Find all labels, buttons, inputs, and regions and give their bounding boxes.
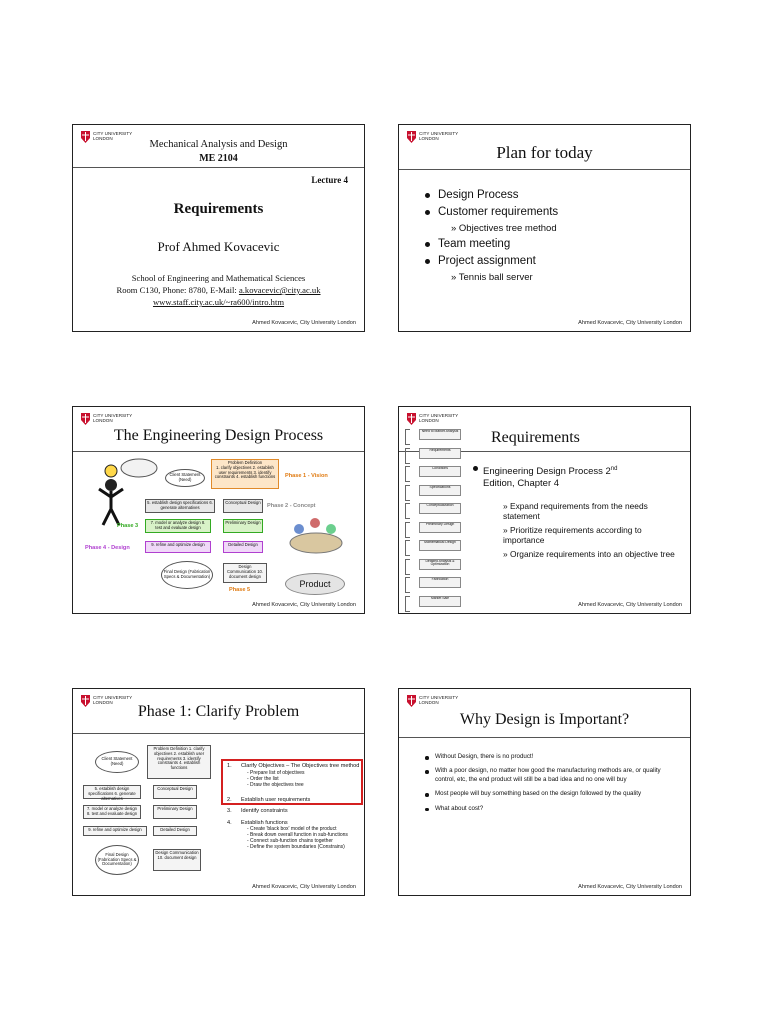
importance-item — [435, 753, 675, 761]
bullet-icon — [425, 242, 430, 247]
step-number: 4. — [227, 819, 232, 826]
problem-definition-node — [211, 459, 279, 489]
slide-clarify-problem — [72, 688, 365, 896]
agenda-text: Team meeting — [438, 238, 511, 250]
process-step-box: Specifications — [419, 485, 461, 496]
refine-optimize-node: 9. refine and optimize design — [83, 826, 147, 836]
slide-heading: Plan for today — [496, 143, 593, 162]
agenda-subitem — [425, 270, 558, 285]
agenda-item — [425, 236, 558, 253]
phase3-label: Phase 3 — [117, 523, 139, 529]
step-subitem: - Draw the objectives tree — [247, 781, 304, 788]
process-step-box: Mathematical Design — [419, 540, 461, 551]
detailed-design-node: Detailed Design — [153, 826, 197, 836]
logo-line1: CITY UNIVERSITY — [93, 413, 133, 418]
website-link[interactable]: www.staff.city.ac.uk/~ra600/intro.htm — [152, 297, 285, 307]
book-reference — [483, 463, 673, 490]
agenda-text: Project assignment — [438, 255, 536, 267]
process-step-box: Need to Market Analysis — [419, 429, 461, 440]
slide-plan — [398, 124, 691, 332]
bullet-icon — [425, 210, 430, 215]
importance-list — [435, 753, 675, 819]
logo-line1: CITY UNIVERSITY — [419, 695, 459, 700]
step-number: 2. — [227, 796, 232, 803]
divider — [73, 167, 364, 168]
book-title: Engineering Design Process 2 — [483, 466, 611, 478]
sidebar-bracket — [405, 577, 410, 593]
step-number: 3. — [227, 808, 232, 815]
agenda-list — [425, 187, 558, 285]
slide-heading: Phase 1: Clarify Problem — [137, 703, 300, 720]
slide-footer: Ahmed Kovacevic, City University London — [578, 602, 682, 608]
problem-definition-node: Problem Definition 1. clarify objectives 2. establish user requirements 3. identify constraints 4. establish functions — [147, 745, 211, 779]
process-step-box: Conditions — [419, 466, 461, 477]
process-step-box: Market Sale — [419, 596, 461, 607]
team-meeting-icon — [287, 513, 345, 557]
logo-line2: LONDON — [93, 700, 113, 705]
client-statement-node: Client Statement (Need) — [95, 751, 139, 773]
phase4-label: Phase 4 - Design — [85, 545, 130, 551]
model-analyze-node: 7. model or analyze design 8. test and evaluate design — [145, 519, 211, 533]
agenda-text: Customer requirements — [438, 206, 559, 218]
importance-text: What about cost? — [435, 804, 484, 812]
university-logo — [407, 695, 458, 707]
client-statement-node: Client Statement (Need) — [165, 469, 205, 487]
agenda-text: Design Process — [438, 189, 519, 201]
logo-line1: CITY UNIVERSITY — [419, 131, 459, 136]
step-subitem: - Define the system boundaries (Constrains) — [247, 844, 345, 851]
logo-line2: LONDON — [419, 136, 439, 141]
university-logo — [81, 413, 132, 425]
crest-icon — [81, 413, 90, 425]
product-cloud: Product — [285, 573, 345, 595]
phase2-label: Phase 2 - Concept — [267, 503, 316, 509]
book-chapter: Edition, Chapter 4 — [483, 478, 560, 490]
bullet-icon — [425, 808, 429, 812]
step-subitem: - Connect sub-function chains together — [247, 838, 333, 845]
divider — [73, 733, 364, 734]
phase1-steps — [227, 763, 361, 850]
slide-heading: The Engineering Design Process — [113, 427, 324, 444]
step-subitem: - Order the list — [247, 775, 279, 782]
process-step-box: Conceptualization — [419, 503, 461, 514]
process-step-box: Detailed Analysis & Optimization — [419, 559, 461, 570]
sidebar-bracket — [405, 485, 410, 501]
conceptual-design-node: Conceptual Design — [153, 785, 197, 799]
detailed-design-node: Detailed Design — [223, 541, 263, 553]
step-text: Establish user requirements — [241, 796, 311, 803]
specifications-node: 5. establish design specifications 6. generate alternatives — [83, 785, 141, 799]
step-text: Identify constraints — [241, 808, 288, 815]
slide-why-design — [398, 688, 691, 896]
slide-footer: Ahmed Kovacevic, City University London — [252, 884, 356, 890]
logo-line1: CITY UNIVERSITY — [93, 695, 133, 700]
author-name: Prof Ahmed Kovacevic — [157, 239, 280, 254]
slide-heading: Requirements — [491, 429, 580, 446]
preliminary-design-node: Preliminary Design — [223, 519, 263, 533]
divider — [73, 451, 364, 452]
logo-line1: CITY UNIVERSITY — [93, 131, 133, 136]
course-code: ME 2104 — [199, 153, 238, 164]
bullet-icon — [425, 793, 429, 797]
problem-definition-steps: 1. clarify objectives 2. establish user requirements 3. identify constraints 4. establish functions — [214, 464, 276, 480]
model-analyze-node: 7. model or analyze design 8. test and evaluate design — [83, 805, 141, 819]
importance-item — [435, 790, 675, 798]
book-edition-suffix: nd — [610, 466, 618, 472]
agenda-item — [425, 204, 558, 221]
slide-title — [72, 124, 365, 332]
requirements-steps — [503, 501, 681, 563]
contact-line — [73, 285, 364, 295]
step-subitem: - Break down overall function in sub-functions — [247, 832, 348, 839]
slide-footer: Ahmed Kovacevic, City University London — [578, 320, 682, 326]
step-subitem: - Create 'black box' model of the product — [247, 826, 337, 833]
phase1-step — [227, 808, 361, 815]
requirement-step: » Expand requirements from the needs statement — [503, 501, 648, 521]
requirement-step: » Prioritize requirements according to importance — [503, 525, 642, 545]
bullet-icon — [425, 756, 429, 760]
importance-text: Most people will buy something based on the design followed by the quality — [435, 790, 642, 798]
importance-item — [435, 805, 675, 813]
crest-icon — [407, 131, 416, 143]
sidebar-bracket — [405, 596, 410, 612]
logo-line2: LONDON — [419, 418, 439, 423]
email-link[interactable]: a.kovacevic@city.ac.uk — [238, 285, 321, 295]
process-step-box: Requirements — [419, 448, 461, 459]
refine-optimize-node: 9. refine and optimize design — [145, 541, 211, 553]
logo-line2: LONDON — [93, 418, 113, 423]
design-communication-node: Design Communication 10. document design — [153, 849, 201, 871]
agenda-item — [425, 187, 558, 204]
slide-footer: Ahmed Kovacevic, City University London — [252, 602, 356, 608]
phase5-label: Phase 5 — [229, 587, 251, 593]
sidebar-bracket — [405, 448, 410, 464]
phase1-step — [227, 797, 361, 804]
step-text: Establish functions — [241, 819, 288, 826]
divider — [399, 737, 690, 738]
sidebar-bracket — [405, 503, 410, 519]
divider — [399, 169, 690, 170]
importance-text: Without Design, there is no product! — [435, 753, 534, 760]
sidebar-bracket — [405, 466, 410, 482]
phase1-step — [227, 820, 361, 851]
slide-heading: Why Design is Important? — [459, 711, 630, 728]
conceptual-design-node: Conceptual Design — [223, 499, 263, 513]
lecture-title: Requirements — [173, 201, 264, 217]
phase1-step — [227, 763, 361, 788]
bullet-icon — [425, 193, 430, 198]
sidebar-bracket — [405, 429, 410, 445]
problem-definition-title: Problem Definition — [227, 460, 263, 465]
university-logo — [407, 131, 458, 143]
agenda-text: » Tennis ball server — [451, 272, 533, 283]
agenda-text: » Objectives tree method — [451, 223, 557, 234]
sidebar-bracket — [405, 540, 410, 556]
logo-line2: LONDON — [419, 700, 439, 705]
step-subitem: - Prepare list of objectives — [247, 769, 305, 776]
slide-footer: Ahmed Kovacevic, City University London — [578, 884, 682, 890]
process-step-box: Fabrication — [419, 577, 461, 588]
preliminary-design-node: Preliminary Design — [153, 805, 197, 819]
thought-cloud-icon — [119, 457, 159, 479]
course-name: Mechanical Analysis and Design — [149, 139, 288, 150]
agenda-subitem — [425, 221, 558, 236]
process-flow-sidebar — [405, 419, 463, 609]
logo-line1: CITY UNIVERSITY — [419, 413, 459, 418]
bullet-icon — [473, 466, 478, 471]
contact-text: Room C130, Phone: 8780, E-Mail: — [116, 285, 239, 295]
specifications-node: 5. establish design specifications 6. generate alternatives — [145, 499, 215, 513]
final-design-node: Final Design (Fabrication Specs & Documentation) — [95, 845, 139, 875]
design-communication-node: Design Communication 10. document design — [223, 563, 267, 583]
sidebar-bracket — [405, 522, 410, 538]
logo-line2: LONDON — [93, 136, 113, 141]
url-line — [73, 297, 364, 307]
importance-item — [435, 767, 675, 784]
slide-footer: Ahmed Kovacevic, City University London — [252, 320, 356, 326]
school-name: School of Engineering and Mathematical Sciences — [131, 273, 306, 283]
process-step-box: Preliminary Design — [419, 522, 461, 533]
requirement-step: » Organize requirements into an objective tree — [503, 549, 675, 559]
crest-icon — [407, 695, 416, 707]
step-text: Clarify Objectives – The Objectives tree method — [241, 763, 360, 769]
phase1-label: Phase 1 - Vision — [285, 473, 328, 479]
bullet-icon — [425, 770, 429, 774]
agenda-item — [425, 253, 558, 270]
slide-requirements — [398, 406, 691, 614]
bullet-icon — [425, 259, 430, 264]
sidebar-bracket — [405, 559, 410, 575]
final-design-node: Final Design (Fabrication Specs & Documentation) — [161, 561, 213, 589]
step-number: 1. — [227, 763, 232, 769]
importance-text: With a poor design, no matter how good the manufacturing methods are, or quality control, etc, the end product will still be a bad idea and no one will buy — [435, 767, 661, 783]
lecture-number: Lecture 4 — [311, 175, 348, 185]
slide-design-process — [72, 406, 365, 614]
